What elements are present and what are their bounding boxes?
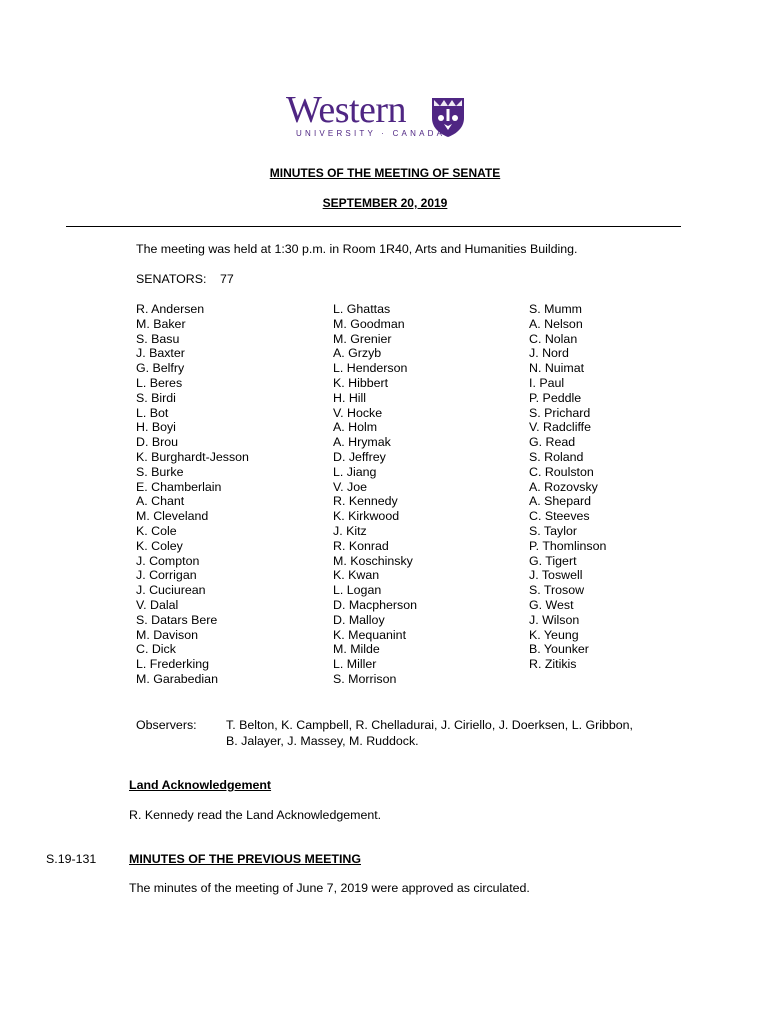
senator-name: J. Baxter (136, 346, 185, 361)
senator-name: S. Basu (136, 331, 180, 346)
senator-name: J. Cuciurean (136, 583, 206, 598)
senator-name: S. Datars Bere (136, 612, 218, 627)
senator-name: L. Frederking (136, 657, 210, 672)
senator-name: M. Grenier (333, 331, 392, 346)
western-logo (286, 89, 471, 142)
senator-name: M. Baker (136, 316, 186, 331)
intro-text: The meeting was held at 1:30 p.m. in Room 1R40, Arts and Humanities Building. (136, 242, 578, 256)
senator-name: C. Dick (136, 642, 176, 657)
senator-name: A. Holm (333, 420, 378, 435)
senator-name: L. Miller (333, 657, 377, 672)
senator-name: P. Thomlinson (529, 538, 607, 553)
senator-name: M. Garabedian (136, 671, 218, 686)
senator-name: G. West (529, 597, 574, 612)
senator-name: B. Younker (529, 642, 589, 657)
senators-column-3 (529, 302, 606, 672)
senator-name: S. Taylor (529, 523, 577, 538)
senator-name: V. Joe (333, 479, 367, 494)
senator-name: M. Milde (333, 642, 380, 657)
senator-name: J. Toswell (529, 568, 583, 583)
senator-name: J. Kitz (333, 523, 367, 538)
senators-column-2 (333, 302, 417, 687)
senator-name: E. Chamberlain (136, 479, 222, 494)
senator-name: S. Trosow (529, 583, 585, 598)
senator-name: A. Shepard (529, 494, 591, 509)
senator-name: M. Goodman (333, 316, 405, 331)
land-acknowledgement-text: R. Kennedy read the Land Acknowledgement. (129, 808, 382, 822)
senator-name: L. Beres (136, 375, 183, 390)
senator-name: G. Tigert (529, 553, 577, 568)
senator-name: M. Davison (136, 627, 198, 642)
senator-name: S. Roland (529, 449, 584, 464)
observers-line-1: T. Belton, K. Campbell, R. Chelladurai, J. Ciriello, J. Doerksen, L. Gribbon, (226, 718, 633, 732)
senator-name: K. Yeung (529, 627, 579, 642)
senator-name: A. Rozovsky (529, 479, 598, 494)
senators-count: 77 (220, 272, 234, 286)
land-acknowledgement-heading: Land Acknowledgement (129, 778, 272, 792)
senator-name: D. Macpherson (333, 597, 418, 612)
previous-minutes-heading: MINUTES OF THE PREVIOUS MEETING (129, 852, 361, 866)
observers-label: Observers: (136, 718, 197, 732)
senator-name: S. Prichard (529, 405, 591, 420)
senator-name: L. Henderson (333, 361, 408, 376)
senator-name: C. Nolan (529, 331, 578, 346)
senator-name: V. Radcliffe (529, 420, 591, 435)
senator-name: S. Mumm (529, 302, 583, 316)
senator-name: K. Kwan (333, 568, 380, 583)
senator-name: R. Konrad (333, 538, 389, 553)
senator-name: R. Zitikis (529, 657, 577, 672)
senator-name: D. Malloy (333, 612, 385, 627)
senator-name: L. Ghattas (333, 302, 391, 316)
senator-name: V. Dalal (136, 597, 179, 612)
senator-name: K. Hibbert (333, 375, 389, 390)
senator-name: A. Grzyb (333, 346, 382, 361)
senator-name: R. Andersen (136, 302, 205, 316)
page-title: MINUTES OF THE MEETING OF SENATE (269, 166, 501, 180)
senator-name: M. Koschinsky (333, 553, 413, 568)
logo-wordmark: Western (286, 89, 407, 131)
senator-name: K. Cole (136, 523, 177, 538)
senator-name: C. Roulston (529, 464, 594, 479)
senator-name: H. Hill (333, 390, 367, 405)
senator-name: V. Hocke (333, 405, 383, 420)
logo-subtitle: UNIVERSITY · CANADA (296, 129, 446, 138)
senators-label: SENATORS: (136, 272, 207, 286)
senator-name: J. Nord (529, 346, 569, 361)
item-number: S.19-131 (46, 852, 97, 866)
senator-name: N. Nuimat (529, 361, 585, 376)
observers-line-2: B. Jalayer, J. Massey, M. Ruddock. (226, 734, 419, 748)
senator-name: P. Peddle (529, 390, 582, 405)
senator-name: M. Cleveland (136, 509, 209, 524)
senator-name: H. Boyi (136, 420, 176, 435)
senators-column-1 (136, 302, 249, 687)
meeting-date: SEPTEMBER 20, 2019 (322, 196, 448, 210)
senator-name: A. Chant (136, 494, 185, 509)
senator-name: C. Steeves (529, 509, 590, 524)
senator-name: I. Paul (529, 375, 565, 390)
senator-name: J. Wilson (529, 612, 580, 627)
senator-name: L. Logan (333, 583, 382, 598)
senator-name: L. Bot (136, 405, 169, 420)
senator-name: A. Hrymak (333, 435, 391, 450)
senator-name: K. Coley (136, 538, 183, 553)
header-divider (66, 226, 681, 227)
senator-name: D. Brou (136, 435, 179, 450)
senator-name: G. Belfry (136, 361, 185, 376)
senator-name: R. Kennedy (333, 494, 398, 509)
senator-name: J. Corrigan (136, 568, 197, 583)
senator-name: G. Read (529, 435, 576, 450)
senator-name: S. Burke (136, 464, 184, 479)
senator-name: K. Burghardt-Jesson (136, 449, 249, 464)
senator-name: S. Birdi (136, 390, 176, 405)
senator-name: K. Mequanint (333, 627, 407, 642)
senator-name: A. Nelson (529, 316, 583, 331)
senator-name: J. Compton (136, 553, 200, 568)
senator-name: S. Morrison (333, 671, 397, 686)
senator-name: K. Kirkwood (333, 509, 400, 524)
previous-minutes-text: The minutes of the meeting of June 7, 2019 were approved as circulated. (129, 881, 530, 895)
senator-name: L. Jiang (333, 464, 377, 479)
senator-name: D. Jeffrey (333, 449, 386, 464)
